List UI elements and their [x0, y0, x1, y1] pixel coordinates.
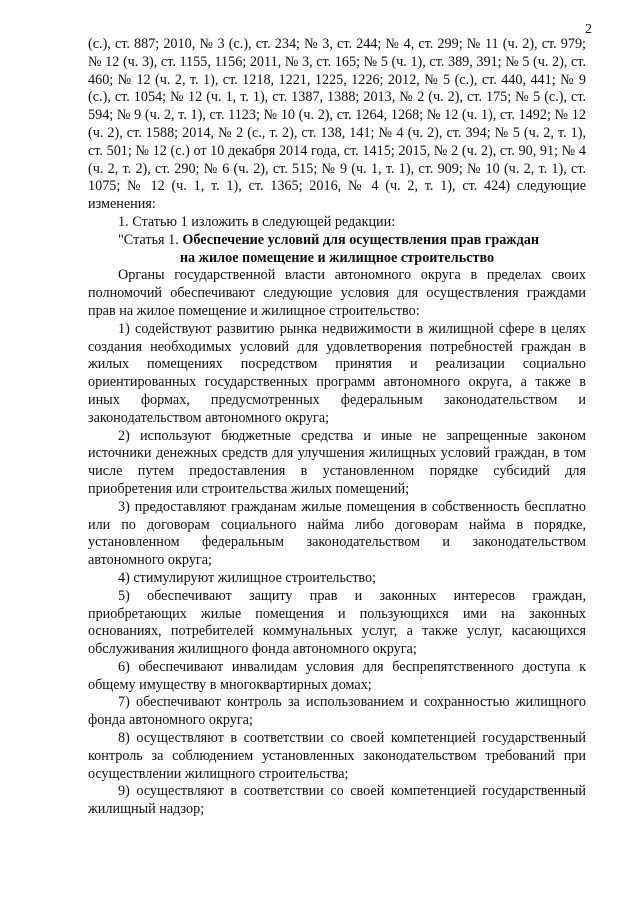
list-item: 3) предоставляют гражданам жилые помещения в собственность бесплатно или по договорам социального найма либо договорам найма в порядке, установленном федеральным законодательством и законодательством автономного округа;: [88, 498, 586, 569]
list-item: 7) обеспечивают контроль за использованием и сохранностью жилищного фонда автономного округа;: [88, 694, 586, 729]
page-number: 2: [585, 22, 592, 37]
preamble-paragraph: Органы государственной власти автономного округа в пределах своих полномочий обеспечивают следующие условия для осуществления граждами прав на жилое помещение и жилищное строительство:: [88, 267, 586, 319]
intro-paragraph: (с.), ст. 887; 2010, № 3 (с.), ст. 234; № 3, ст. 244; № 4, ст. 299; № 11 (ч. 2), ст. 979; № 12 (ч. 3), ст. 1155, 1156; 2011, № 3, ст. 165; № 5 (ч. 1), ст. 389, 391; № 5 (ч. 2), ст. 460; № 12 (ч. 2, т. 1), ст. 1218, 1221, 1225, 1226; 2012, № 5 (с.), ст. 440, 441; № 9 (с.), ст. 1054; № 12 (ч. 1, т. 1), ст. 1387, 1388; 2013, № 2 (ч. 2), ст. 175; № 5 (с.), ст. 594; № 9 (ч. 2, т. 1), ст. 1123; № 10 (ч. 2), ст. 1264, 1268; № 12 (ч. 1), ст. 1492; № 12 (ч. 2), ст. 1588; 2014, № 2 (с., т. 2), ст. 138, 141; № 4 (ч. 2), ст. 394; № 5 (ч. 2, т. 1), ст. 501; № 12 (с.) от 10 декабря 2014 года, ст. 1415; 2015, № 2 (ч. 2), ст. 90, 91; № 4 (ч. 2, т. 2), ст. 290; № 6 (ч. 2), ст. 515; № 9 (ч. 1, т. 1), ст. 909; № 10 (ч. 2, т. 1), ст. 1075; № 12 (ч. 1, т. 1), ст. 1365; 2016, № 4 (ч. 2, т. 1), ст. 424) следующие изменения:: [88, 36, 586, 213]
list-item: 6) обеспечивают инвалидам условия для беспрепятственного доступа к общему имуществу в многоквартирных домах;: [88, 658, 586, 693]
list-item: 1) содействуют развитию рынка недвижимости в жилищной сфере в целях создания необходимых условий для удовлетворения потребностей граждан в жилых помещениях посредством принятия и реализации социально ориентированных государственных программ автономного округа, а также в иных формах, предусмотренных федеральным законодательством и законодательством автономного округа;: [88, 320, 586, 426]
article-heading: [88, 232, 586, 250]
list-item: 8) осуществляют в соответствии со своей компетенцией государственный контроль за соблюдением установленных законодательством требований при осуществлении жилищного строительства;: [88, 730, 586, 782]
list-item: 2) используют бюджетные средства и иные не запрещенные законом источники денежных средств для улучшения жилищных условий граждан, в том числе путем предоставления в установленном порядке субсидий для приобретения или строительства жилых помещений;: [88, 427, 586, 497]
amendment-item: 1. Статью 1 изложить в следующей редакции:: [118, 213, 396, 230]
document-body: [88, 36, 586, 819]
article-title-line2: на жилое помещение и жилищное строительство: [179, 249, 495, 266]
article-prefix: "Статья 1.: [118, 231, 179, 248]
list-item: 5) обеспечивают защиту прав и законных интересов граждан, приобретающих жилые помещения и пользующихся ими на законных основаниях, потребителей коммунальных услуг, а также услуг, касающихся обслуживания жилищного фонда автономного округа;: [88, 587, 586, 658]
list-item: 9) осуществляют в соответствии со своей компетенцией государственный жилищный надзор;: [88, 783, 586, 818]
list-item: 4) стимулируют жилищное строительство;: [118, 569, 377, 586]
article-title: Обеспечение условий для осуществления прав граждан: [182, 231, 540, 248]
